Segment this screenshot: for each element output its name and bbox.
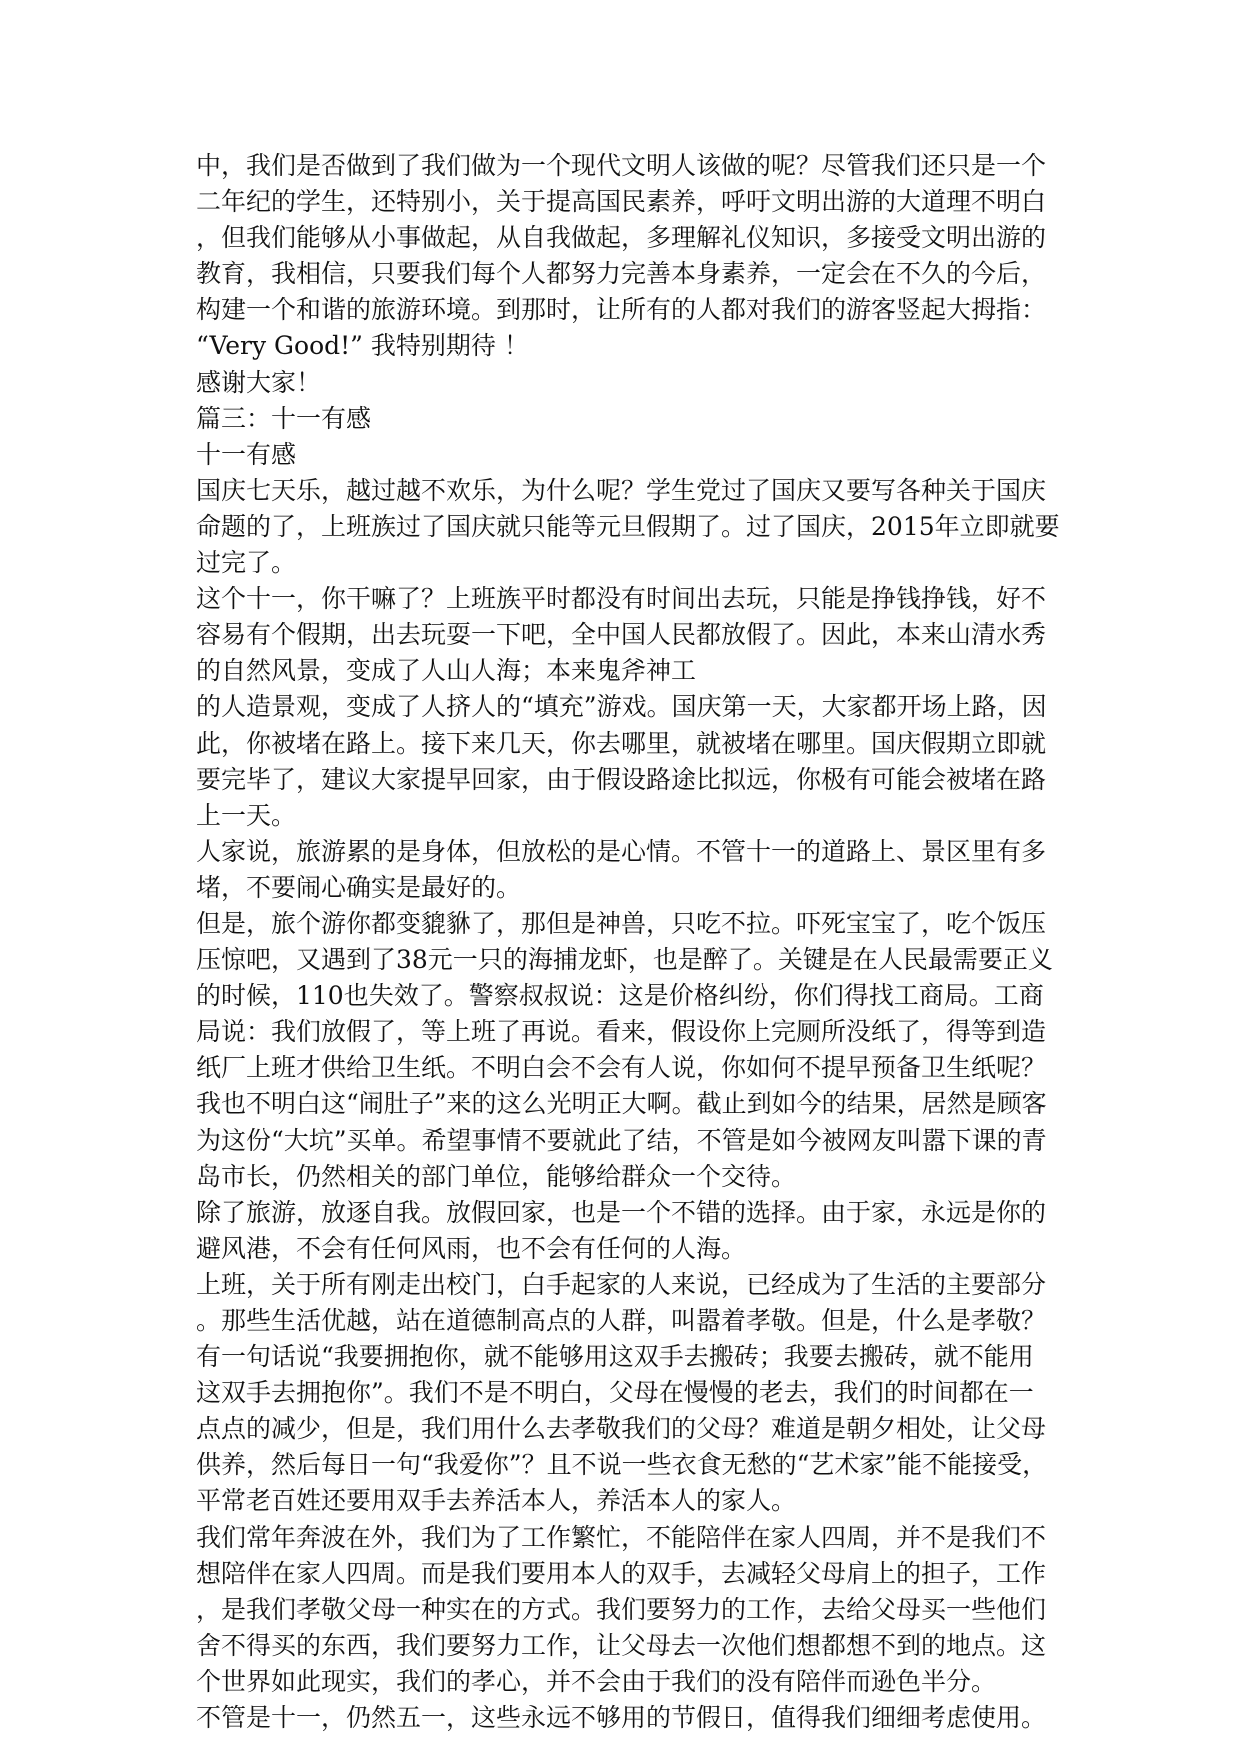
text-line: 为这份“大坑”买单。希望事情不要就此了结，不管是如今被网友叫嚣下课的青 [196,1125,1047,1155]
text-line: 的人造景观，变成了人挤人的“填充”游戏。国庆第一天，大家都开场上路，因 [196,692,1047,722]
text-line: 。那些生活优越，站在道德制高点的人群，叫嚣着孝敬。但是，什么是孝敬？ [196,1306,1047,1335]
text-line: 上班，关于所有刚走出校门，白手起家的人来说，已经成为了生活的主要部分 [196,1269,1047,1299]
article-title: 十一有感 [196,439,297,469]
text-line: 个世界如此现实，我们的孝心，并不会由于我们的没有陪伴而逊色半分。 [196,1666,997,1696]
text-line: 有一句话说“我要拥抱你，就不能够用这双手去搬砖；我要去搬砖，就不能用 [196,1342,1034,1372]
text-line: 容易有个假期，出去玩耍一下吧，全中国人民都放假了。因此，本来山清水秀 [196,620,1047,650]
text-line: 教育，我相信，只要我们每个人都努力完善本身素养，一定会在不久的今后， [196,259,1047,289]
text-line: 要完毕了，建议大家提早回家，由于假设路途比拟远，你极有可能会被堵在路 [196,764,1047,794]
text-line: “Very Good!” 我特别期待 ！ [196,331,529,361]
text-line: 不管是十一，仍然五一，这些永远不够用的节假日，值得我们细细考虑使用。 [196,1703,1047,1733]
text-line: 我们常年奔波在外，我们为了工作繁忙，不能陪伴在家人四周，并不是我们不 [196,1522,1047,1552]
text-line: 堵，不要闹心确实是最好的。 [196,872,522,902]
text-line: 二年纪的学生，还特别小，关于提高国民素养，呼吁文明出游的大道理不明白 [196,187,1047,217]
text-line: 此，你被堵在路上。接下来几天，你去哪里，就被堵在哪里。国庆假期立即就 [196,728,1047,758]
text-line: 上一天。 [196,800,297,830]
text-line: 点点的减少，但是，我们用什么去孝敬我们的父母？难道是朝夕相处，让父母 [196,1414,1047,1444]
text-line: 但是，旅个游你都变貔貅了，那但是神兽，只吃不拉。吓死宝宝了，吃个饭压 [196,908,1047,938]
text-line: 这个十一，你干嘛了？上班族平时都没有时间出去玩，只能是挣钱挣钱，好不 [196,584,1047,614]
text-line: ，是我们孝敬父母一种实在的方式。我们要努力的工作，去给父母买一些他们 [196,1594,1047,1624]
text-line: 平常老百姓还要用双手去养活本人，养活本人的家人。 [196,1486,797,1516]
text-line: 过完了。 [196,548,297,578]
section-heading: 篇三：十一有感 [196,403,372,433]
text-line: 命题的了，上班族过了国庆就只能等元旦假期了。过了国庆，2015年立即就要 [196,511,1060,541]
text-line: 感谢大家！ [196,367,322,397]
text-line: 我也不明白这“闹肚子”来的这么光明正大啊。截止到如今的结果，居然是顾客 [196,1089,1047,1119]
text-line: 想陪伴在家人四周。而是我们要用本人的双手，去减轻父母肩上的担子，工作 [196,1558,1047,1588]
text-line: 人家说，旅游累的是身体，但放松的是心情。不管十一的道路上、景区里有多 [196,836,1047,866]
text-line: 局说：我们放假了，等上班了再说。看来，假设你上完厕所没纸了，得等到造 [196,1017,1047,1047]
text-line: 的自然风景，变成了人山人海；本来鬼斧神工 [196,656,697,686]
text-line: 供养，然后每日一句“我爱你”？且不说一些衣食无愁的“艺术家”能不能接受， [196,1450,1048,1480]
text-line: 压惊吧，又遇到了38元一只的海捕龙虾，也是醉了。关键是在人民最需要正义 [196,945,1053,975]
text-line: 纸厂上班才供给卫生纸。不明白会不会有人说，你如何不提早预备卫生纸呢？ [196,1053,1047,1083]
text-line: 舍不得买的东西，我们要努力工作，让父母去一次他们想都想不到的地点。这 [196,1630,1047,1660]
text-line: 的时候，110也失效了。警察叔叔说：这是价格纠纷，你们得找工商局。工商 [196,981,1044,1011]
text-line: 除了旅游，放逐自我。放假回家，也是一个不错的选择。由于家，永远是你的 [196,1197,1047,1227]
text-line: 中，我们是否做到了我们做为一个现代文明人该做的呢？尽管我们还只是一个 [196,151,1047,180]
text-line: ，但我们能够从小事做起，从自我做起，多理解礼仪知识，多接受文明出游的 [196,223,1047,253]
text-line: 这双手去拥抱你”。我们不是不明白，父母在慢慢的老去，我们的时间都在一 [196,1378,1034,1408]
document-body [196,148,1060,1736]
text-line: 国庆七天乐，越过越不欢乐，为什么呢？学生党过了国庆又要写各种关于国庆 [196,475,1047,505]
text-line: 避风港，不会有任何风雨，也不会有任何的人海。 [196,1233,747,1263]
text-line: 岛市长，仍然相关的部门单位，能够给群众一个交待。 [196,1161,797,1191]
text-line: 构建一个和谐的旅游环境。到那时，让所有的人都对我们的游客竖起大拇指： [196,295,1047,325]
